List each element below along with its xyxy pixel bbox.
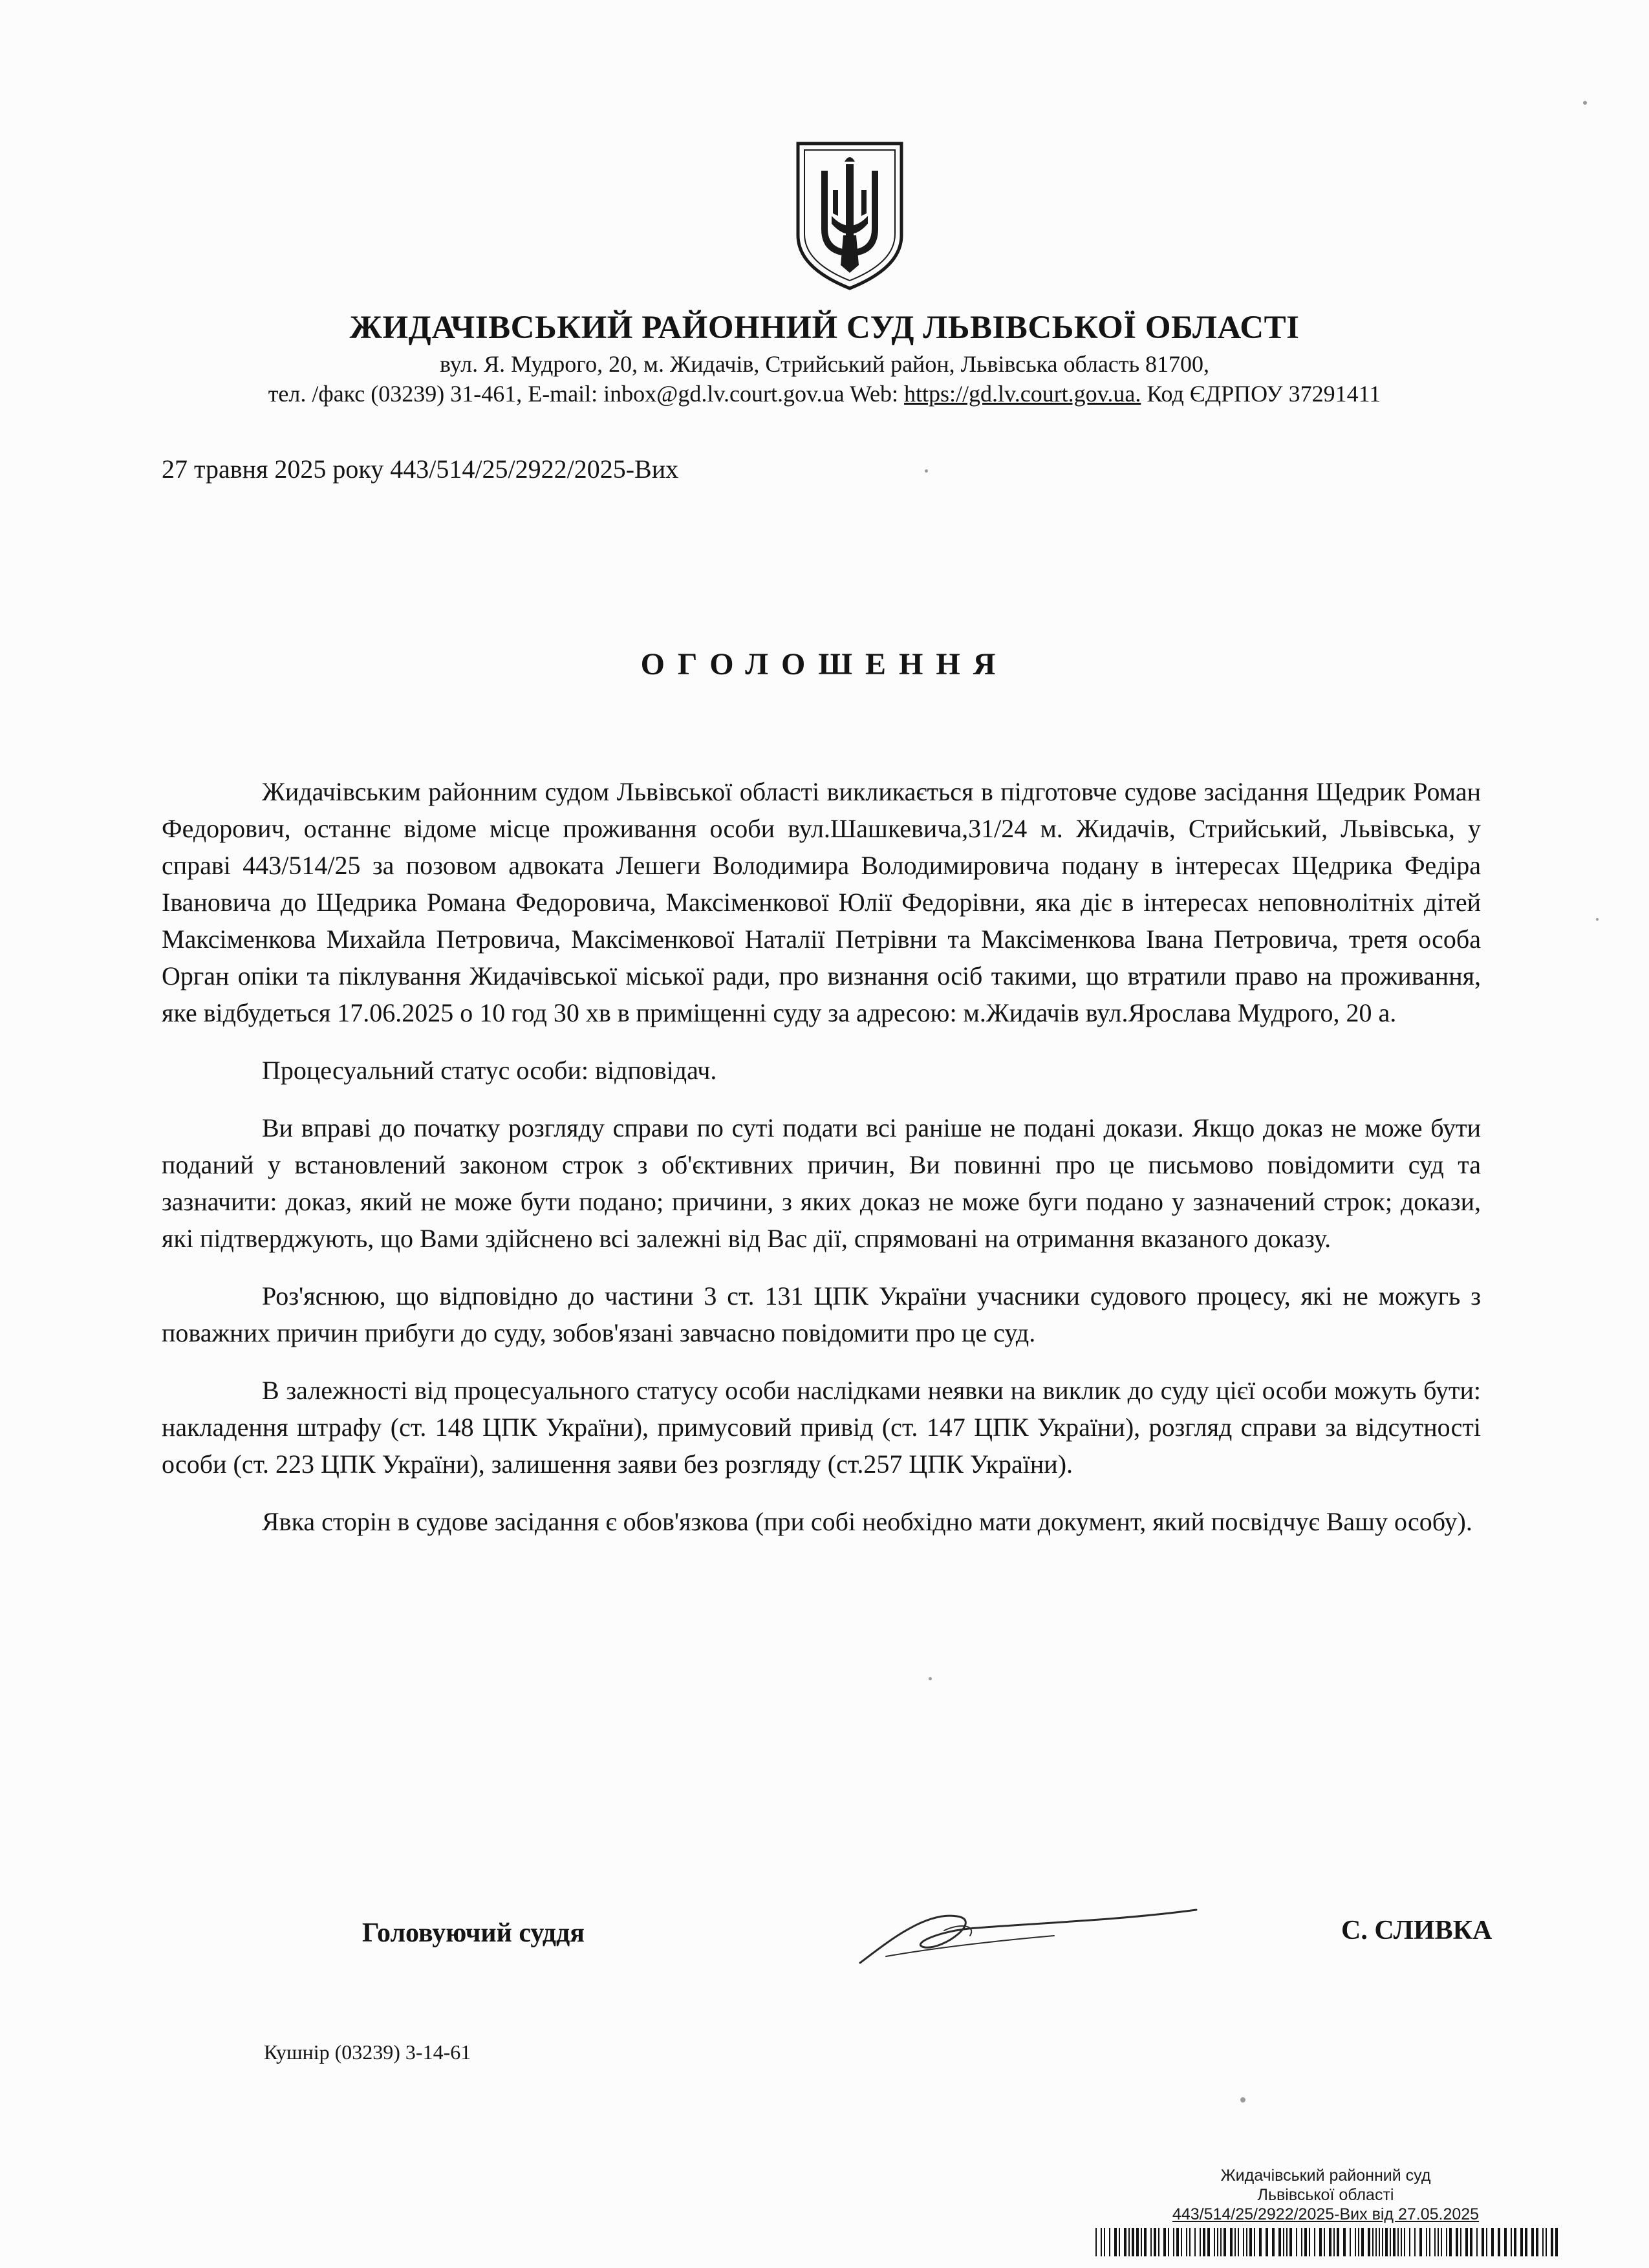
barcode-bar	[1520, 2228, 1523, 2256]
barcode-bar	[1434, 2228, 1436, 2256]
barcode-bar	[1136, 2228, 1139, 2256]
stamp-number: 443/514/25/2922/2025-Вих від 27.05.2025	[1172, 2205, 1480, 2223]
paragraph-status: Процесуальний статус особи: відповідач.	[262, 1056, 717, 1085]
barcode-bar	[1446, 2228, 1447, 2256]
barcode-bar	[1555, 2228, 1558, 2256]
paragraph-evidence: Ви вправі до початку розгляду справи по суті подати всі раніше не подані докази. Якщо доказ не може бути поданий у встановлений законом строк з об'єктивних причин, Ви повинні про це письмово повідомити суд та зазначити: доказ, який не може бути подано; причини, з яких доказ не може буги подано у зазначений строк; докази, які підтверджують, що Вами здійснено всі залежні від Вас дії, спрямовані на отримання вказаного доказу.	[162, 1113, 1481, 1253]
barcode-bar	[1119, 2228, 1120, 2256]
barcode-bar	[1101, 2228, 1102, 2256]
barcode-bar	[1203, 2228, 1205, 2256]
barcode-bar	[1375, 2228, 1377, 2256]
barcode-bar	[1397, 2228, 1399, 2256]
barcode-bar	[1243, 2228, 1244, 2256]
barcode-bar	[1379, 2228, 1380, 2256]
barcode-bar	[1114, 2228, 1117, 2256]
barcode-bar	[1385, 2228, 1388, 2256]
barcode-bar	[1476, 2228, 1478, 2256]
barcode-bar	[1350, 2228, 1351, 2256]
barcode-bar	[1163, 2228, 1166, 2256]
scan-speck	[929, 1677, 932, 1680]
barcode-bar	[1491, 2228, 1494, 2256]
barcode-bar	[1124, 2228, 1126, 2256]
stamp-court-name: Жидачівський районний суд	[1220, 2166, 1431, 2185]
scan-speck	[925, 469, 928, 473]
barcode-bar	[1333, 2228, 1335, 2256]
barcode-bar	[1536, 2228, 1538, 2256]
barcode-bar	[1309, 2228, 1310, 2256]
barcode-bar	[1511, 2228, 1512, 2256]
signature-name: С. СЛИВКА	[1341, 1916, 1493, 1945]
barcode-bar	[1314, 2228, 1315, 2256]
handwritten-signature-icon	[847, 1885, 1209, 1982]
barcode-bar	[1286, 2228, 1288, 2256]
executor-contact: Кушнір (03239) 3-14-61	[264, 2040, 471, 2064]
barcode-bar	[1181, 2228, 1182, 2256]
scan-speck	[1583, 101, 1587, 105]
barcode-bar	[1390, 2228, 1391, 2256]
barcode-bar	[1329, 2228, 1331, 2256]
barcode-bar	[1465, 2228, 1468, 2256]
barcode-bar	[1419, 2228, 1422, 2256]
barcode-bar	[1217, 2228, 1218, 2256]
barcode-bar	[1551, 2228, 1553, 2256]
barcode-bar	[1456, 2228, 1458, 2256]
barcode-bar	[1128, 2228, 1130, 2256]
barcode-bar	[1104, 2228, 1105, 2256]
barcode-bar	[1449, 2228, 1452, 2256]
barcode-bar	[1404, 2228, 1405, 2256]
paragraph-attendance: Явка сторін в судове засідання є обов'язкова (при собі необхідно мати документ, який посвідчує Вашу особу).	[262, 1507, 1472, 1536]
scan-speck	[1240, 2097, 1245, 2102]
barcode-bar	[1095, 2228, 1097, 2256]
paragraph-consequences: В залежності від процесуального статусу особи наслідками неявки на виклик до суду цієї особи можуть бути: накладення штрафу (ст. 148 ЦПК України), примусовий привід (ст. 147 ЦПК України), розгляд справи за відсутності особи (ст. 223 ЦПК України), залишення заяви без розгляду (ст.257 ЦПК України).	[162, 1376, 1481, 1479]
trident-coat-of-arms-icon	[792, 138, 908, 294]
barcode-bar	[1409, 2228, 1410, 2256]
barcode-bar	[1393, 2228, 1396, 2256]
barcode-bar	[1207, 2228, 1210, 2256]
barcode-bar	[1278, 2228, 1281, 2256]
barcode-bar	[1438, 2228, 1439, 2256]
court-web-link[interactable]: https://gd.lv.court.gov.ua.	[904, 381, 1141, 407]
barcode-bar	[1324, 2228, 1325, 2256]
barcode-bar	[1168, 2228, 1169, 2256]
barcode-bar	[1132, 2228, 1134, 2256]
barcode-bar	[1266, 2228, 1268, 2256]
barcode-bar	[1173, 2228, 1174, 2256]
barcode-bar	[1283, 2228, 1284, 2256]
barcode-bar	[1158, 2228, 1159, 2256]
barcode-bar	[1343, 2228, 1346, 2256]
barcode-bar	[1230, 2228, 1233, 2256]
barcode-bar	[1514, 2228, 1516, 2256]
barcode-bar	[1441, 2228, 1442, 2256]
barcode-bar	[1429, 2228, 1430, 2256]
barcode-bar	[1301, 2228, 1302, 2256]
barcode-bar	[1355, 2228, 1356, 2256]
barcode-bar	[1186, 2228, 1187, 2256]
barcode-bar	[1382, 2228, 1383, 2256]
barcode-bar	[1319, 2228, 1322, 2256]
document-date-and-number: 27 травня 2025 року 443/514/25/2922/2025-Вих	[162, 455, 679, 484]
barcode-icon	[1093, 2228, 1558, 2256]
barcode-bar	[1546, 2228, 1547, 2256]
barcode-bar	[1234, 2228, 1236, 2256]
barcode-bar	[1470, 2228, 1472, 2256]
barcode-bar	[1372, 2228, 1374, 2256]
barcode-bar	[1194, 2228, 1196, 2256]
barcode-bar	[1498, 2228, 1500, 2256]
barcode-bar	[1368, 2228, 1370, 2256]
barcode-bar	[1189, 2228, 1191, 2256]
barcode-bar	[1200, 2228, 1201, 2256]
barcode-bar	[1141, 2228, 1142, 2256]
court-contacts-prefix: тел. /факс (03239) 31-461, E-mail: inbox@gd.lv.court.gov.ua Web:	[268, 381, 905, 407]
barcode-bar	[1249, 2228, 1252, 2256]
barcode-bar	[1531, 2228, 1534, 2256]
barcode-bar	[1460, 2228, 1461, 2256]
barcode-bar	[1223, 2228, 1226, 2256]
court-address: вул. Я. Мудрого, 20, м. Жидачів, Стрийський район, Львівська область 81700,	[439, 351, 1210, 377]
registration-stamp	[1093, 2166, 1558, 2256]
barcode-bar	[1361, 2228, 1364, 2256]
barcode-bar	[1220, 2228, 1222, 2256]
paragraph-summons: Жидачівським районним судом Львівської області викликається в підготовче судове засідання Щедрик Роман Федорович, останнє відоме місце проживання особи вул.Шашкевича,31/24 м. Жидачів, Стрийський, Львівська, у справі 443/514/25 за позовом адвоката Лешеги Володимира Володимировича подану в інтересах Щедрика Федіра Івановича до Щедрика Романа Федоровича, Максіменкової Юлії Федорівни, яка діє в інтересах неповнолітніх дітей Максіменкова Михайла Петровича, Максіменкової Наталії Петрівни та Максіменкова Івана Петровича, третя особа Орган опіки та піклування Жидачівської міської ради, про визнання осіб такими, що втратили право на проживання, яке відбудеться 17.06.2025 о 10 год 30 хв в приміщенні суду за адресою: м.Жидачів вул.Ярослава Мудрого, 20 а.	[162, 777, 1481, 1027]
paragraph-explanation: Роз'яснюю, що відповідно до частини 3 ст. 131 ЦПК України учасники судового процесу, які не можугь з поважних причин прибуги до суду, зобов'язані завчасно повідомити про це суд.	[162, 1281, 1481, 1347]
barcode-bar	[1482, 2228, 1484, 2256]
scan-speck	[1596, 918, 1599, 921]
barcode-bar	[1401, 2228, 1402, 2256]
barcode-bar	[1259, 2228, 1262, 2256]
barcode-bar	[1304, 2228, 1307, 2256]
court-name: ЖИДАЧІВСЬКИЙ РАЙОННИЙ СУД ЛЬВІВСЬКОЇ ОБЛАСТІ	[349, 310, 1300, 346]
barcode-bar	[1296, 2228, 1297, 2256]
barcode-bar	[1337, 2228, 1339, 2256]
barcode-bar	[1154, 2228, 1156, 2256]
barcode-bar	[1525, 2228, 1527, 2256]
court-edrpou: Код ЄДРПОУ 37291411	[1141, 381, 1381, 407]
court-contacts	[97, 380, 1552, 407]
barcode-bar	[1504, 2228, 1507, 2256]
barcode-bar	[1214, 2228, 1215, 2256]
barcode-bar	[1272, 2228, 1275, 2256]
barcode-bar	[1144, 2228, 1147, 2256]
signature-role: Головуючий суддя	[362, 1918, 585, 1948]
barcode-bar	[1542, 2228, 1544, 2256]
barcode-bar	[1150, 2228, 1152, 2256]
barcode-bar	[1426, 2228, 1427, 2256]
barcode-bar	[1254, 2228, 1255, 2256]
document-title: ОГОЛОШЕННЯ	[640, 647, 1009, 681]
barcode-bar	[1414, 2228, 1416, 2256]
barcode-bar	[1109, 2228, 1110, 2256]
barcode-bar	[1176, 2228, 1179, 2256]
barcode-bar	[1246, 2228, 1247, 2256]
barcode-bar	[1358, 2228, 1359, 2256]
barcode-bar	[1289, 2228, 1292, 2256]
document-body	[162, 773, 1481, 1561]
stamp-region: Львівської області	[1257, 2186, 1394, 2204]
barcode-bar	[1486, 2228, 1487, 2256]
barcode-bar	[1238, 2228, 1239, 2256]
